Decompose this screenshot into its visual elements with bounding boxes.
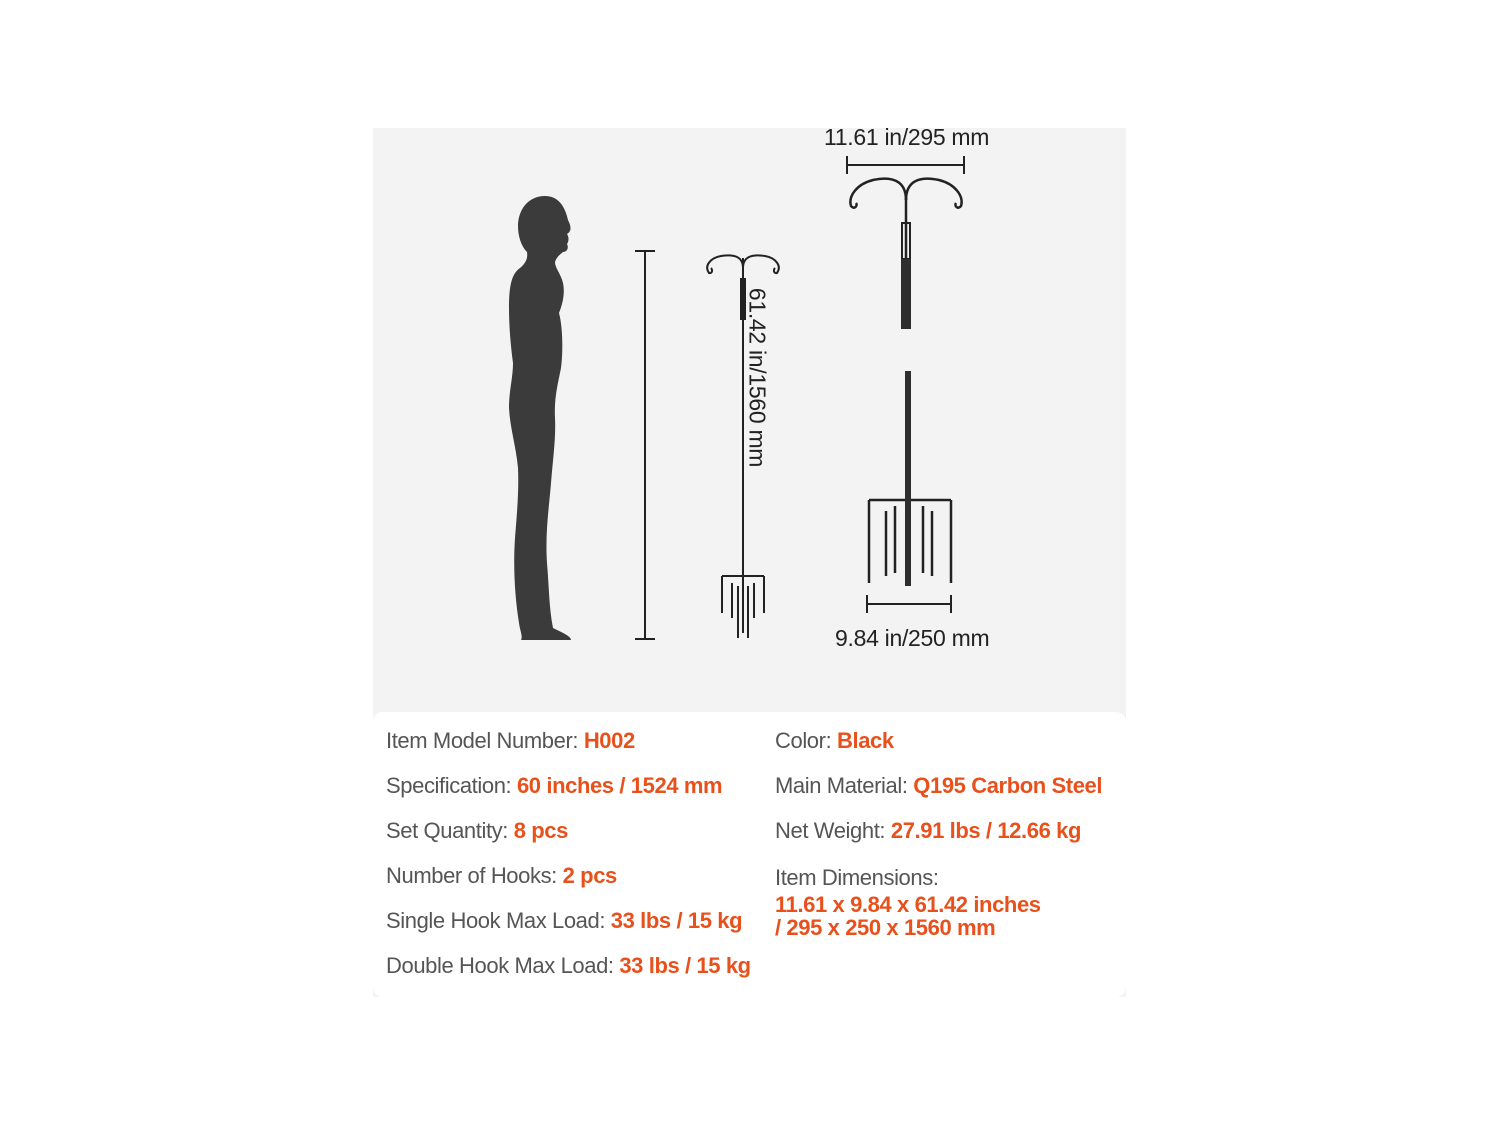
height-label: 61.42 in/1560 mm [744, 287, 771, 468]
spec-color: Color: Black [775, 728, 894, 753]
human-silhouette [509, 196, 571, 640]
top-width-dimension [847, 156, 964, 174]
base-width-label: 9.84 in/250 mm [835, 625, 990, 651]
spec-hooks: Number of Hooks: 2 pcs [386, 863, 617, 888]
spec-specification: Specification: 60 inches / 1524 mm [386, 773, 723, 798]
top-width-label: 11.61 in/295 mm [824, 124, 990, 150]
spec-double-load: Double Hook Max Load: 33 lbs / 15 kg [386, 953, 751, 978]
size-diagram [373, 124, 1126, 718]
spec-single-load: Single Hook Max Load: 33 lbs / 15 kg [386, 908, 743, 933]
product-card [373, 124, 1126, 997]
top-rod [901, 259, 911, 329]
base-width-dimension [867, 595, 951, 613]
spec-weight: Net Weight: 27.91 lbs / 12.66 kg [775, 818, 1081, 843]
height-dimension [635, 251, 655, 639]
spec-dimensions: Item Dimensions: 11.61 x 9.84 x 61.42 inches / 295 x 250 x 1560 mm [775, 865, 1041, 940]
spec-material: Main Material: Q195 Carbon Steel [775, 773, 1103, 798]
spec-model: Item Model Number: H002 [386, 728, 635, 753]
spec-panel [373, 712, 1126, 997]
spec-set-quantity: Set Quantity: 8 pcs [386, 818, 568, 843]
bottom-rod [905, 371, 911, 586]
